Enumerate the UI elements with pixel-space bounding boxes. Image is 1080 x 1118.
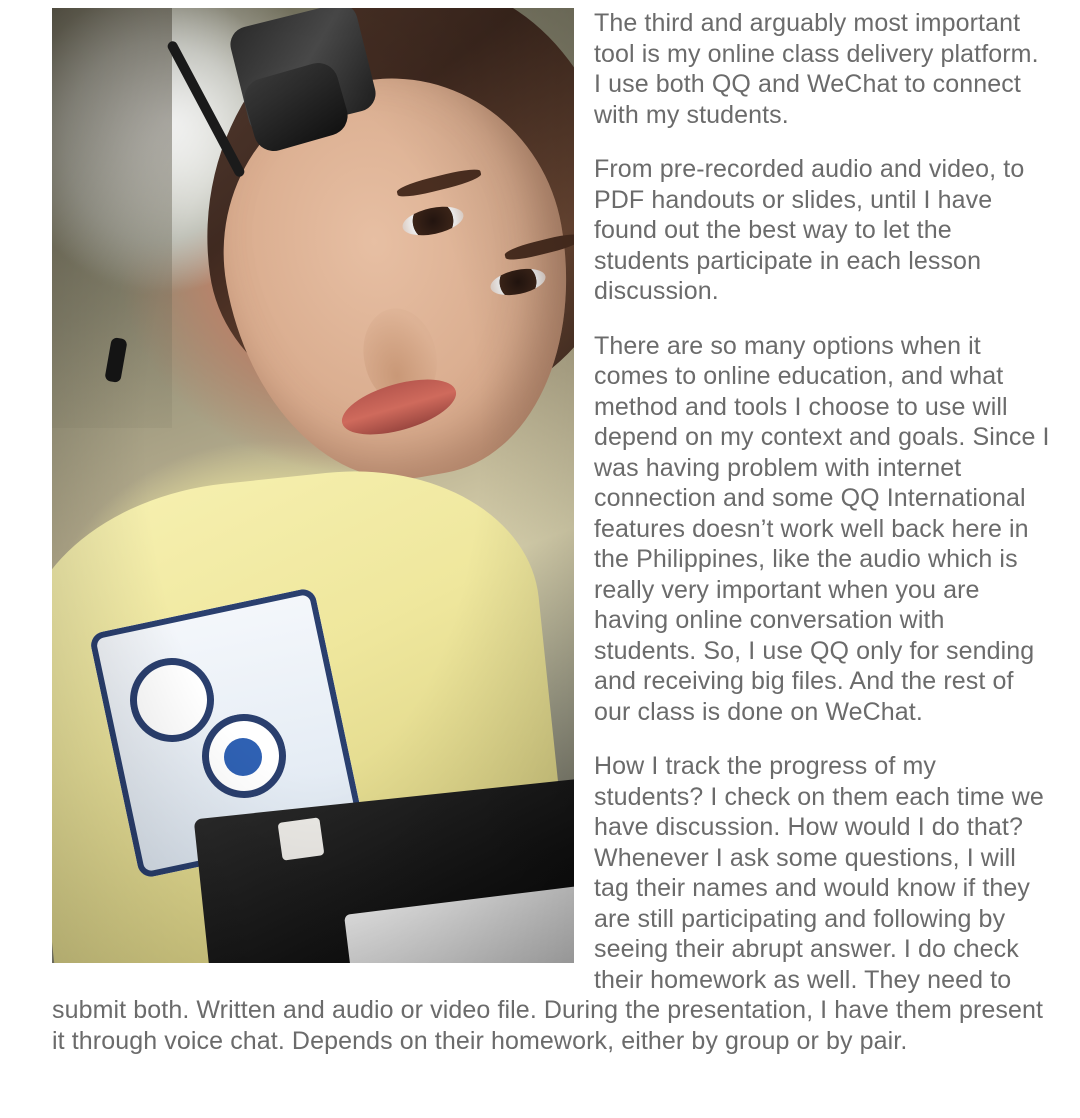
photo-content (52, 8, 574, 963)
paragraph: There are so many options when it comes to online education, and what method and tools I choose to use will depend on my context and goals. Since I was having problem with internet connection and some QQ International features doesn’t work well back here in the Philippines, like the audio which is really very important when you are having online conversation with students. So, I use QQ only for sending and receiving big files. And the rest of our class is done on WeChat. (594, 331, 1050, 726)
paragraph: From pre-recorded audio and video, to PDF handouts or slides, until I have found out the best way to let the students participate in each lesson discussion. (594, 155, 1025, 305)
photo-vignette (52, 8, 574, 963)
article-image (52, 8, 574, 963)
paragraph: The third and arguably most important tool is my online class delivery platform. I use both QQ and WeChat to connect with my students. (594, 9, 1039, 129)
paragraph: How I track the progress of my students? I check on them each time we have discussion. How would I do that? Whenever I ask some questions, I will tag their names and would know if they are still participating and following by seeing their abrupt answer. I do check their homework as well. They need to submit both. Written and audio or video file. During the presentation, I have them present it through voice chat. Depends on their homework, either by group or by pair. (52, 752, 1044, 1055)
